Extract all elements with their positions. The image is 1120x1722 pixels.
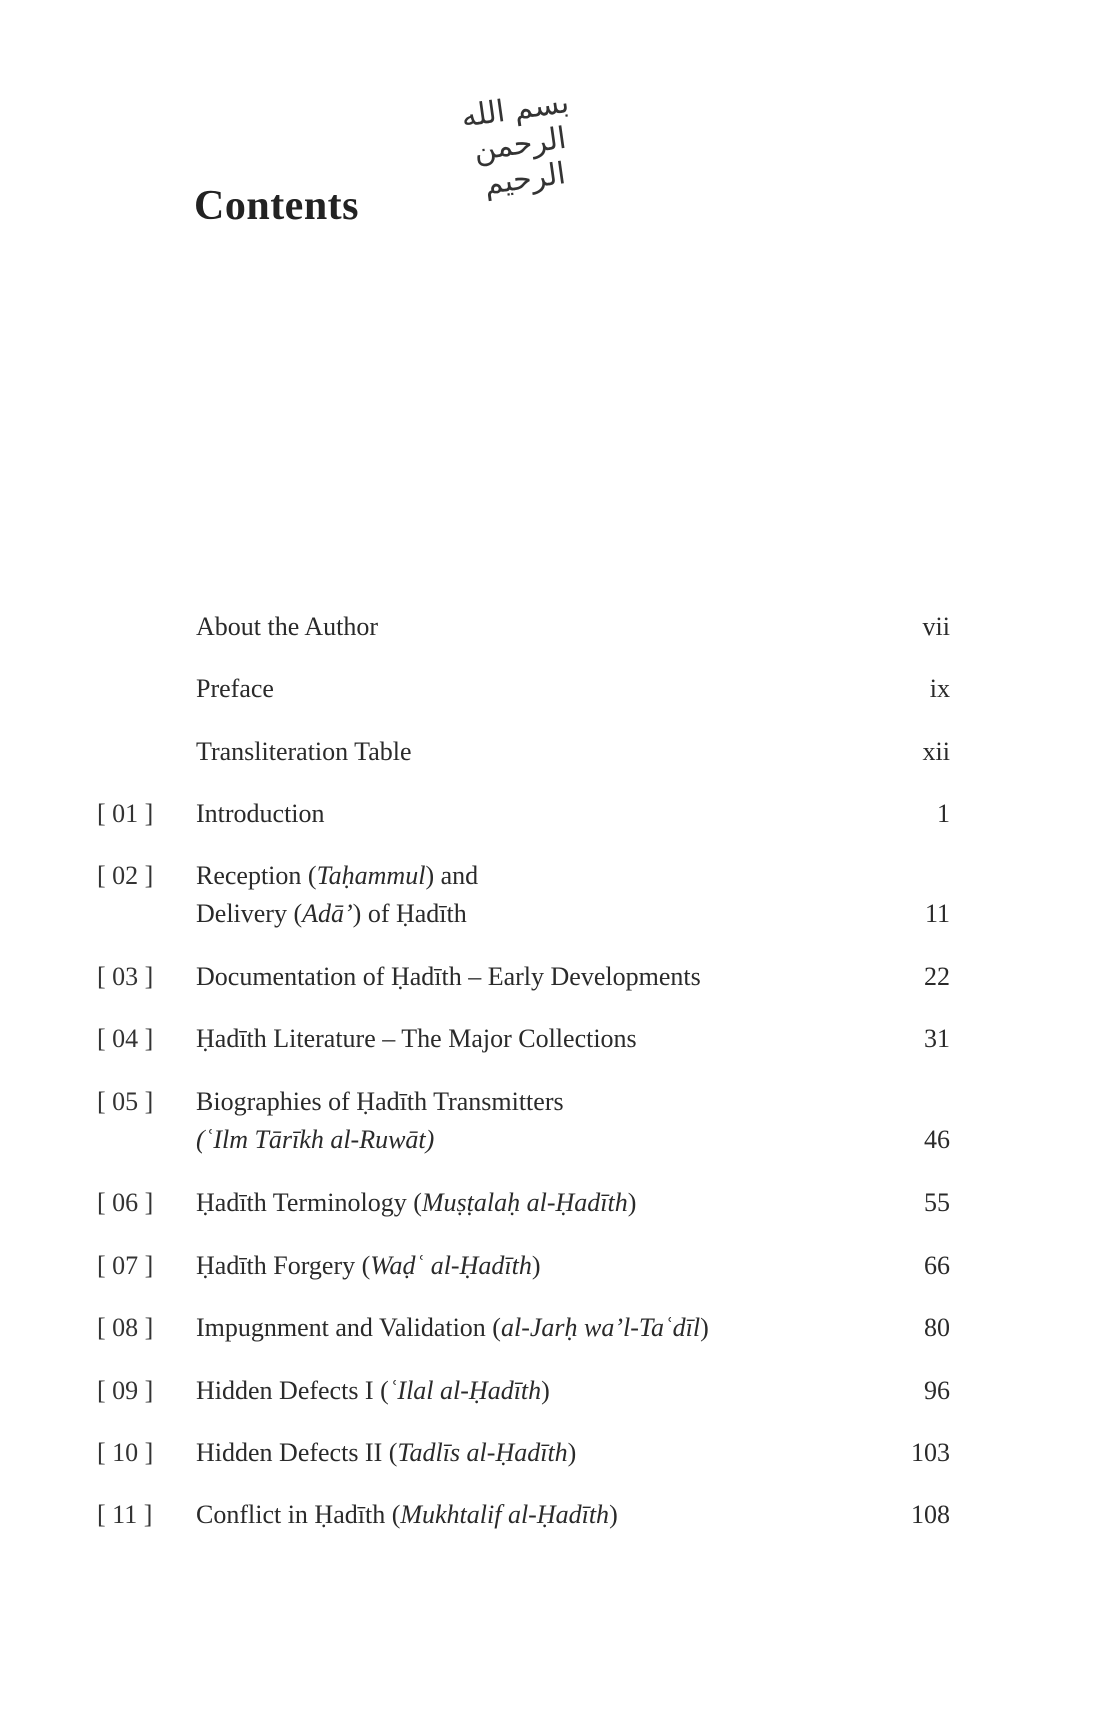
transliteration-italic: al-Jarḥ wa’l-Taʿdīl xyxy=(500,1313,701,1342)
chapter-number: [ 02 ] xyxy=(97,861,154,890)
chapter-number: [ 01 ] xyxy=(97,799,154,828)
transliteration-italic: Mukhtalif al-Ḥadīth xyxy=(400,1500,610,1529)
chapter-title-line xyxy=(196,1020,836,1058)
page-title: Contents xyxy=(194,183,360,229)
bismillah-calligraphy: بسم الله الرحمن الرحيم xyxy=(459,84,572,203)
chapter-number: [ 08 ] xyxy=(97,1313,154,1342)
page-number: 66 xyxy=(924,1251,950,1280)
transliteration-italic: Muṣṭalaḥ al-Ḥadīth xyxy=(421,1188,628,1217)
chapter-number: [ 05 ] xyxy=(97,1087,154,1116)
chapter-number: [ 11 ] xyxy=(97,1500,153,1529)
title-text: Transliteration Table xyxy=(196,737,412,766)
title-text: Impugnment and Validation ( xyxy=(196,1313,501,1342)
chapter-title-line xyxy=(196,670,836,708)
page-number: 11 xyxy=(924,899,950,928)
chapter-title xyxy=(196,1496,836,1534)
page-number: 103 xyxy=(911,1438,950,1467)
chapter-title xyxy=(196,733,836,771)
chapter-title-line xyxy=(196,857,836,895)
title-text: Delivery ( xyxy=(196,899,303,928)
title-text: Ḥadīth Terminology ( xyxy=(196,1188,422,1217)
chapter-title xyxy=(196,1372,836,1410)
title-text: Hidden Defects I ( xyxy=(196,1376,389,1405)
title-text: Ḥadīth Literature – The Major Collections xyxy=(196,1024,637,1053)
page-number: 22 xyxy=(924,962,950,991)
chapter-title-line xyxy=(196,608,836,646)
title-text: ) xyxy=(541,1376,550,1405)
transliteration-italic: Tadlīs al-Ḥadīth xyxy=(397,1438,568,1467)
chapter-title-line xyxy=(196,1309,836,1347)
chapter-title xyxy=(196,795,836,833)
chapter-number: [ 07 ] xyxy=(97,1251,154,1280)
title-text: ) of Ḥadīth xyxy=(352,899,467,928)
chapter-title-line xyxy=(196,895,836,933)
title-text: ) and xyxy=(425,861,479,890)
transliteration-italic: Waḍʿ al-Ḥadīth xyxy=(370,1251,532,1280)
chapter-title-line xyxy=(196,958,836,996)
title-text: ) xyxy=(609,1500,618,1529)
title-text: Reception ( xyxy=(196,861,317,890)
title-text: ) xyxy=(567,1438,577,1467)
page-number: 46 xyxy=(924,1125,950,1154)
title-text: Conflict in Ḥadīth ( xyxy=(196,1500,401,1529)
title-text: Ḥadīth Forgery ( xyxy=(196,1251,371,1280)
chapter-title-line xyxy=(196,1083,836,1121)
chapter-title-line xyxy=(196,795,836,833)
chapter-title-line xyxy=(196,1372,836,1410)
chapter-title-line xyxy=(196,1247,836,1285)
chapter-number: [ 04 ] xyxy=(97,1024,154,1053)
chapter-title xyxy=(196,608,836,646)
transliteration-italic: Adā’ xyxy=(302,899,353,928)
chapter-title-line xyxy=(196,1496,836,1534)
chapter-title xyxy=(196,670,836,708)
chapter-number: [ 09 ] xyxy=(97,1376,154,1405)
chapter-title-line xyxy=(196,1121,836,1159)
chapter-title xyxy=(196,1020,836,1058)
title-text: Introduction xyxy=(196,799,325,828)
chapter-number: [ 06 ] xyxy=(97,1188,154,1217)
page-number: 80 xyxy=(924,1313,950,1342)
title-text: Preface xyxy=(196,674,274,703)
title-text: Biographies of Ḥadīth Transmitters xyxy=(196,1087,564,1116)
title-text: About the Author xyxy=(196,612,378,641)
page-number: ix xyxy=(929,674,950,703)
chapter-number: [ 03 ] xyxy=(97,962,154,991)
title-text: ) xyxy=(531,1251,541,1280)
page-number: 96 xyxy=(924,1376,950,1405)
chapter-title xyxy=(196,857,836,933)
chapter-title xyxy=(196,1434,836,1472)
chapter-number: [ 10 ] xyxy=(97,1438,154,1467)
chapter-title-line xyxy=(196,1184,836,1222)
chapter-title-line xyxy=(196,1434,836,1472)
title-text: ) xyxy=(700,1313,709,1342)
chapter-title xyxy=(196,1184,836,1222)
transliteration-italic: ʿIlal al-Ḥadīth xyxy=(388,1376,542,1405)
page-number: 1 xyxy=(937,799,950,828)
chapter-title xyxy=(196,1083,836,1159)
transliteration-italic: (ʿIlm Tārīkh al-Ruwāt) xyxy=(196,1125,435,1154)
page-number: 55 xyxy=(924,1188,950,1217)
page-number: 31 xyxy=(924,1024,950,1053)
title-text: Documentation of Ḥadīth – Early Developments xyxy=(196,962,701,991)
page-number: 108 xyxy=(911,1500,950,1529)
chapter-title xyxy=(196,1247,836,1285)
title-text: ) xyxy=(627,1188,637,1217)
chapter-title-line xyxy=(196,733,836,771)
title-text: Hidden Defects II ( xyxy=(196,1438,398,1467)
transliteration-italic: Taḥammul xyxy=(316,861,426,890)
page-number: vii xyxy=(922,612,950,641)
chapter-title xyxy=(196,1309,836,1347)
chapter-title xyxy=(196,958,836,996)
page-number: xii xyxy=(922,737,950,766)
